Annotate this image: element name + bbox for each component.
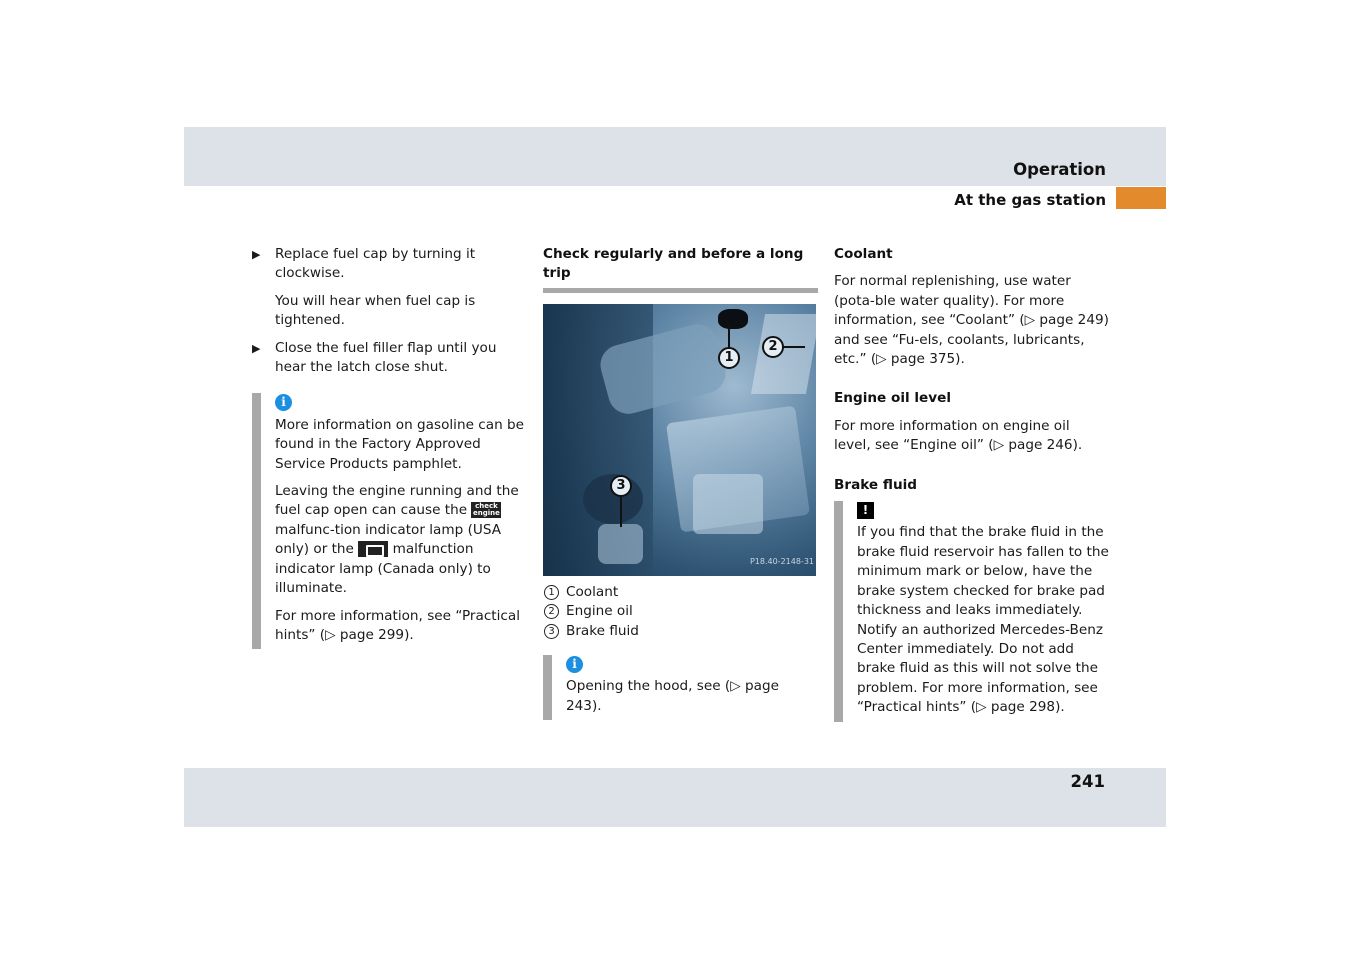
column-middle [543,245,818,720]
info-paragraph [275,482,527,598]
info-text-segment: malfunction indicator lamp (Canada only) to illuminate. [275,541,491,597]
legend-item [543,602,818,621]
column-left [252,245,527,649]
callout-leader-line [783,346,805,348]
legend-label: Coolant [566,583,619,600]
warning-text: If you find that the brake fluid in the brake fluid reservoir has fallen to the minimum mark or below, have the brake system checked for brake pad thickness and leaks immediately. Notify an authorized Mercedes-Benz Center immediately. Do not add brake fluid as this will not solve the problem. For more information, see “Practical hints” (▷ page 298). [857,524,1109,716]
info-icon: i [566,656,583,673]
info-note [252,393,527,649]
section-heading: Check regularly and before a long trip [543,245,818,293]
info-icon: i [275,394,292,411]
engine-compartment-photo [543,304,816,576]
legend-label: Engine oil [566,603,633,620]
callout-2: 2 [762,336,784,358]
check-engine-icon: check engine [473,502,500,518]
coolant-text: For normal replenishing, use water (pota-ble water quality). For more information, see “Coolant” (▷ page 249) and see “Fu-els, coolants, lubricants, etc.” (▷ page 375). [834,273,1109,368]
page-number: 241 [1070,772,1105,791]
footer-band [184,768,1166,827]
note-bar [543,655,552,720]
instruction-step [252,245,527,284]
legend-number: 3 [544,624,559,639]
section-tab-marker [1116,187,1166,209]
info-paragraph: Opening the hood, see (▷ page 243). [566,678,779,714]
callout-3: 3 [610,475,632,497]
info-text-segment: malfunc-tion indicator lamp (USA only) or the [275,521,501,558]
engine-oil-heading: Engine oil level [834,390,951,407]
bullet-arrow-icon: ▶ [252,248,261,261]
note-bar [834,501,843,721]
note-bar [252,393,261,649]
brake-fluid-heading: Brake fluid [834,476,918,493]
warning-note [834,501,1109,721]
info-paragraph: For more information, see “Practical hints” (▷ page 299). [275,607,520,643]
photo-legend [543,583,818,641]
callout-leader-line [620,497,622,527]
info-text-segment: Leaving the engine running and the fuel cap open can cause the [275,483,519,519]
callout-leader-line [728,324,730,350]
legend-item [543,622,818,641]
legend-item [543,583,818,602]
instruction-step [252,339,527,378]
engine-symbol-icon [358,541,388,557]
callout-1: 1 [718,347,740,369]
column-right [834,245,1109,722]
section-title: Operation [1013,160,1106,179]
info-note [543,655,818,720]
engine-oil-text: For more information on engine oil level, see “Engine oil” (▷ page 246). [834,417,1083,454]
photo-reference-code: P18.40-2148-31 [749,557,814,567]
step-text: Replace fuel cap by turning it clockwise. [275,246,476,282]
legend-number: 2 [544,604,559,619]
info-paragraph: More information on gasoline can be found in the Factory Approved Service Products pamphlet. [275,416,524,472]
coolant-heading: Coolant [834,246,893,262]
bullet-arrow-icon: ▶ [252,341,261,355]
subsection-title: At the gas station [954,191,1106,209]
legend-label: Brake fluid [566,622,639,639]
legend-number: 1 [544,585,559,600]
warning-icon: ! [857,502,874,519]
step-result-text: You will hear when fuel cap is tightened. [275,292,476,329]
step-text: Close the fuel filler flap until you hear the latch close shut. [275,339,497,376]
